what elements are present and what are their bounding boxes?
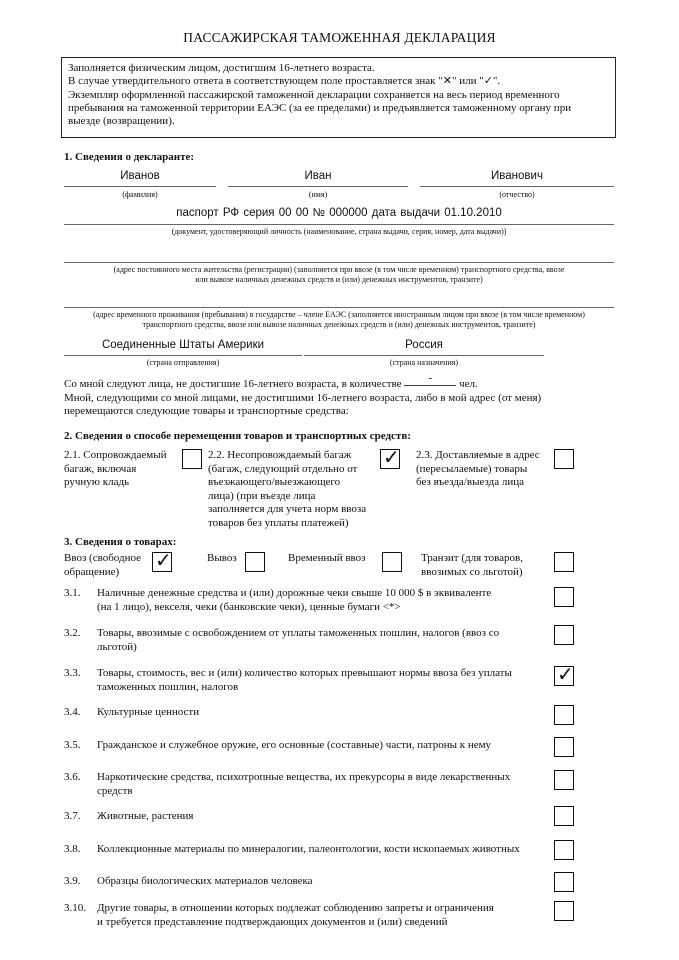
option-2-1-checkbox[interactable] [182, 449, 202, 469]
item-3-4-label: Культурные ценности [97, 706, 200, 718]
item-3-3-checkbox[interactable] [554, 662, 574, 686]
item-label-line: (на 1 лицо), векселя, чеки (банковские чеки), ценные бумаги <*> [97, 600, 401, 613]
item-3-9-checkbox[interactable] [554, 872, 574, 892]
instruction-line: Заполняется физическим лицом, достигшим 16-летнего возраста. [68, 62, 375, 74]
direction-export-label: Вывоз [207, 552, 237, 564]
item-label-line: и требуется представление подтверждающих документов и (или) сведений [97, 915, 448, 928]
instruction-line: В случае утвердительного ответа в соответствующем поле проставляется знак "✕" или "✓". [68, 75, 501, 88]
item-3-6-checkbox[interactable] [554, 770, 574, 790]
instruction-line: выезде (возвращении). [68, 115, 175, 128]
minors-unit: чел. [459, 378, 478, 390]
item-3-3-label [97, 667, 512, 694]
option-label-line: багаж, включая [64, 462, 137, 475]
checkmark-icon: ✓ [383, 445, 400, 469]
destination-country-value[interactable]: Россия [405, 339, 443, 351]
item-number: 3.3. [64, 667, 81, 679]
item-number: 3.1. [64, 587, 81, 599]
direction-transit-checkbox[interactable] [554, 552, 574, 572]
option-label-line: (пересылаемые) товары [416, 462, 528, 475]
instruction-line: пребывания на таможенной территории ЕАЭС (за ее пределами) и предъявляется таможенному органу при [68, 101, 572, 114]
option-label-line: ручную кладь [64, 476, 130, 488]
direction-transit-label [421, 552, 523, 579]
item-3-10-checkbox[interactable] [554, 901, 574, 921]
option-label-line: въезжающего/выезжающего [208, 476, 341, 488]
item-number: 3.6. [64, 771, 81, 783]
item-3-7-label: Животные, растения [97, 810, 194, 822]
destination-country-caption: (страна назначения) [389, 358, 459, 367]
option-2-1-label [64, 449, 167, 490]
item-label-line: Наркотические средства, психотропные вещества, их прекурсоры в виде лекарственных [97, 771, 511, 783]
direction-label-line: Ввоз (свободное [64, 552, 141, 564]
option-2-2-checkbox[interactable] [380, 445, 400, 469]
departure-country-line [64, 355, 302, 356]
minors-statement [64, 372, 478, 392]
item-label-line: льготой) [97, 640, 137, 653]
item-label-line: средств [97, 784, 133, 797]
minors-count-field[interactable]: - [404, 373, 456, 386]
section-3-heading: 3. Сведения о товарах: [64, 536, 177, 548]
destination-country-line [304, 355, 544, 356]
direction-label-line: Транзит (для товаров, [421, 552, 523, 564]
goods-intro-line: Мной, следующими со мной лицами, не достигшими 16-летнего возраста, либо в мой адрес (от меня) [64, 392, 542, 404]
item-number: 3.4. [64, 706, 81, 718]
option-label-line: товаров без уплаты платежей) [208, 516, 349, 529]
option-2-3-checkbox[interactable] [554, 449, 574, 469]
surname-value[interactable]: Иванов [120, 170, 160, 182]
option-label-line: (багаж, следующий отдельно от [208, 462, 358, 475]
checkmark-icon: ✓ [155, 548, 172, 572]
direction-label-line: ввозимых со льготой) [421, 565, 523, 578]
item-number: 3.8. [64, 843, 81, 855]
item-3-2-label [97, 627, 499, 654]
direction-temporary-import-label: Временный ввоз [288, 552, 366, 564]
item-label-line: Другие товары, в отношении которых подлежат соблюдению запреты и ограничения [97, 902, 494, 914]
departure-country-value[interactable]: Соединенные Штаты Америки [101, 339, 265, 351]
item-label-line: Товары, ввозимые с освобождением от уплаты таможенных пошлин, налогов (ввоз со [97, 627, 500, 639]
permanent-address-line [64, 262, 614, 263]
permanent-address-caption: (адрес постоянного места жительства (регистрации) (заполняется при ввозе (в том числе временном) транспортного средства, ввозе или вывозе наличных денежных средств и (или) денежных инструментов, транзите) [113, 265, 565, 284]
item-label-line: таможенных пошлин, налогов [97, 680, 239, 693]
instructions-box [61, 57, 616, 138]
item-label-line: Товары, стоимость, вес и (или) количество которых превышают нормы ввоза без уплаты [97, 667, 512, 679]
identity-document-value[interactable]: паспорт РФ серия 00 00 № 000000 дата выдачи 01.10.2010 [176, 207, 502, 219]
item-3-8-label: Коллекционные материалы по минералогии, палеонтологии, кости ископаемых животных [97, 843, 520, 855]
patronymic-line [420, 186, 614, 187]
identity-document-line [64, 224, 614, 225]
direction-import-checkbox[interactable] [152, 548, 172, 572]
item-3-2-checkbox[interactable] [554, 625, 574, 645]
item-3-5-checkbox[interactable] [554, 737, 574, 757]
direction-import-label [64, 552, 141, 579]
option-label-line: 2.1. Сопровождаемый [64, 449, 167, 461]
patronymic-value[interactable]: Иванович [491, 170, 543, 182]
departure-country-caption: (страна отправления) [146, 358, 220, 367]
item-3-7-checkbox[interactable] [554, 806, 574, 826]
goods-intro-line: перемещаются следующие товары и транспортные средства: [64, 405, 349, 417]
direction-temporary-import-checkbox[interactable] [382, 552, 402, 572]
instruction-line: Экземпляр оформленной пассажирской таможенной декларации сохраняется на весь период временного [68, 88, 560, 101]
option-label-line: 2.2. Несопровождаемый багаж [208, 449, 352, 461]
name-value[interactable]: Иван [304, 170, 332, 182]
item-number: 3.7. [64, 810, 81, 822]
option-label-line: 2.3. Доставляемые в адрес [416, 449, 540, 461]
name-line [228, 186, 408, 187]
option-label-line: без въезда/выезда лица [416, 476, 524, 488]
page-title: ПАССАЖИРСКАЯ ТАМОЖЕННАЯ ДЕКЛАРАЦИЯ [183, 30, 496, 45]
surname-caption: (фамилия) [122, 190, 158, 199]
temporary-address-line [64, 307, 614, 308]
option-2-2-label [208, 449, 366, 530]
name-caption: (имя) [308, 190, 328, 199]
temporary-address-caption: (адрес временного проживания (пребывания) в государстве – члене ЕАЭС (заполняется иностранным лицом при ввозе (в том числе временном) транспортного средства, ввозе или вывозе наличных денежных средств и (или) денежных инструментов, транзите) [93, 310, 585, 329]
checkmark-icon: ✓ [557, 662, 574, 686]
item-label-line: Наличные денежные средства и (или) дорожные чеки свыше 10 000 $ в эквиваленте [97, 587, 492, 599]
item-3-9-label: Образцы биологических материалов человека [97, 875, 313, 887]
minors-text: Со мной следуют лица, не достигшие 16-летнего возраста, в количестве [64, 378, 402, 390]
item-3-5-label: Гражданское и служебное оружие, его основные (составные) части, патроны к нему [97, 739, 492, 751]
item-number: 3.10. [64, 902, 86, 914]
option-label-line: заполняется для учета норм ввоза [208, 503, 367, 515]
item-3-1-label [97, 587, 491, 614]
direction-label-line: обращение) [64, 565, 120, 578]
item-3-10-label [97, 902, 494, 929]
identity-document-caption: (документ, удостоверяющий личность (наименование, страна выдачи, серия, номер, дата выдачи)) [171, 227, 507, 236]
item-number: 3.2. [64, 627, 81, 639]
item-3-4-checkbox[interactable] [554, 705, 574, 725]
item-3-1-checkbox[interactable] [554, 587, 574, 607]
patronymic-caption: (отчество) [499, 190, 535, 199]
option-2-3-label [416, 449, 540, 490]
section-1-heading: 1. Сведения о декларанте: [64, 151, 195, 163]
item-3-8-checkbox[interactable] [554, 840, 574, 860]
section-2-heading: 2. Сведения о способе перемещения товаров и транспортных средств: [64, 430, 411, 442]
direction-export-checkbox[interactable] [245, 552, 265, 572]
item-3-6-label [97, 771, 510, 798]
option-label-line: лица) (при въезде лица [208, 489, 316, 502]
item-number: 3.9. [64, 875, 81, 887]
surname-line [64, 186, 216, 187]
item-number: 3.5. [64, 739, 81, 751]
